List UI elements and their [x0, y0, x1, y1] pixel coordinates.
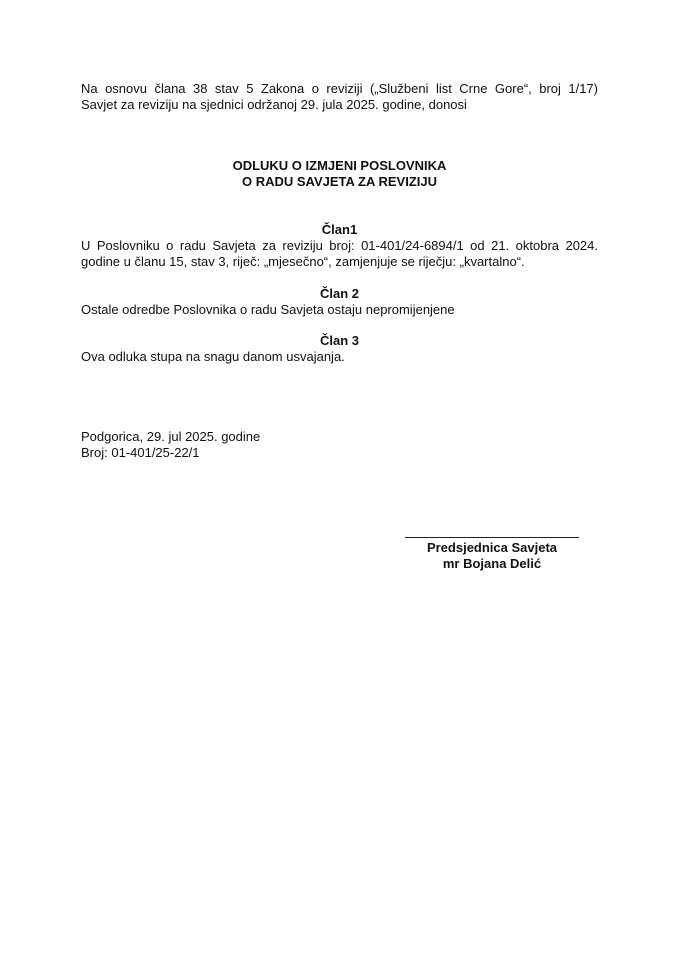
article-2-body	[81, 302, 598, 318]
title-line-2: O RADU SAVJETA ZA REVIZIJU	[241, 174, 438, 189]
article-1-line-2: godine u članu 15, stav 3, riječ: „mjesečno“, zamjenjuje se riječju: „kvartalno“.	[81, 254, 525, 269]
article-3-line-1: Ova odluka stupa na snagu danom usvajanja.	[81, 349, 345, 364]
article-1-line-1: U Poslovniku o radu Savjeta za reviziju broj: 01-401/24-6894/1 od 21. oktobra 2024.	[81, 238, 598, 253]
preamble	[81, 81, 598, 113]
decision-title	[81, 158, 598, 190]
reference-number: Broj: 01-401/25-22/1	[81, 445, 200, 460]
article-2-line-1: Ostale odredbe Poslovnika o radu Savjeta ostaju nepromijenjene	[81, 302, 455, 317]
signature-block	[405, 540, 579, 572]
signatory-role: Predsjednica Savjeta	[426, 540, 558, 555]
preamble-line-1: Na osnovu člana 38 stav 5 Zakona o reviziji („Službeni list Crne Gore“, broj 1/17)	[81, 81, 598, 96]
title-line-1: ODLUKU O IZMJENI POSLOVNIKA	[232, 158, 447, 173]
signature-line	[405, 537, 579, 538]
article-3-heading: Član 3	[319, 333, 359, 348]
signatory-name: mr Bojana Delić	[442, 556, 542, 571]
preamble-line-2: Savjet za reviziju na sjednici održanoj 29. jula 2025. godine, donosi	[81, 97, 467, 112]
article-3-body	[81, 349, 598, 365]
article-1-body	[81, 238, 598, 270]
article-1-heading: Član1	[321, 222, 358, 237]
place-date-block	[81, 429, 260, 461]
article-2-heading: Član 2	[319, 286, 359, 301]
place-date: Podgorica, 29. jul 2025. godine	[81, 429, 261, 444]
